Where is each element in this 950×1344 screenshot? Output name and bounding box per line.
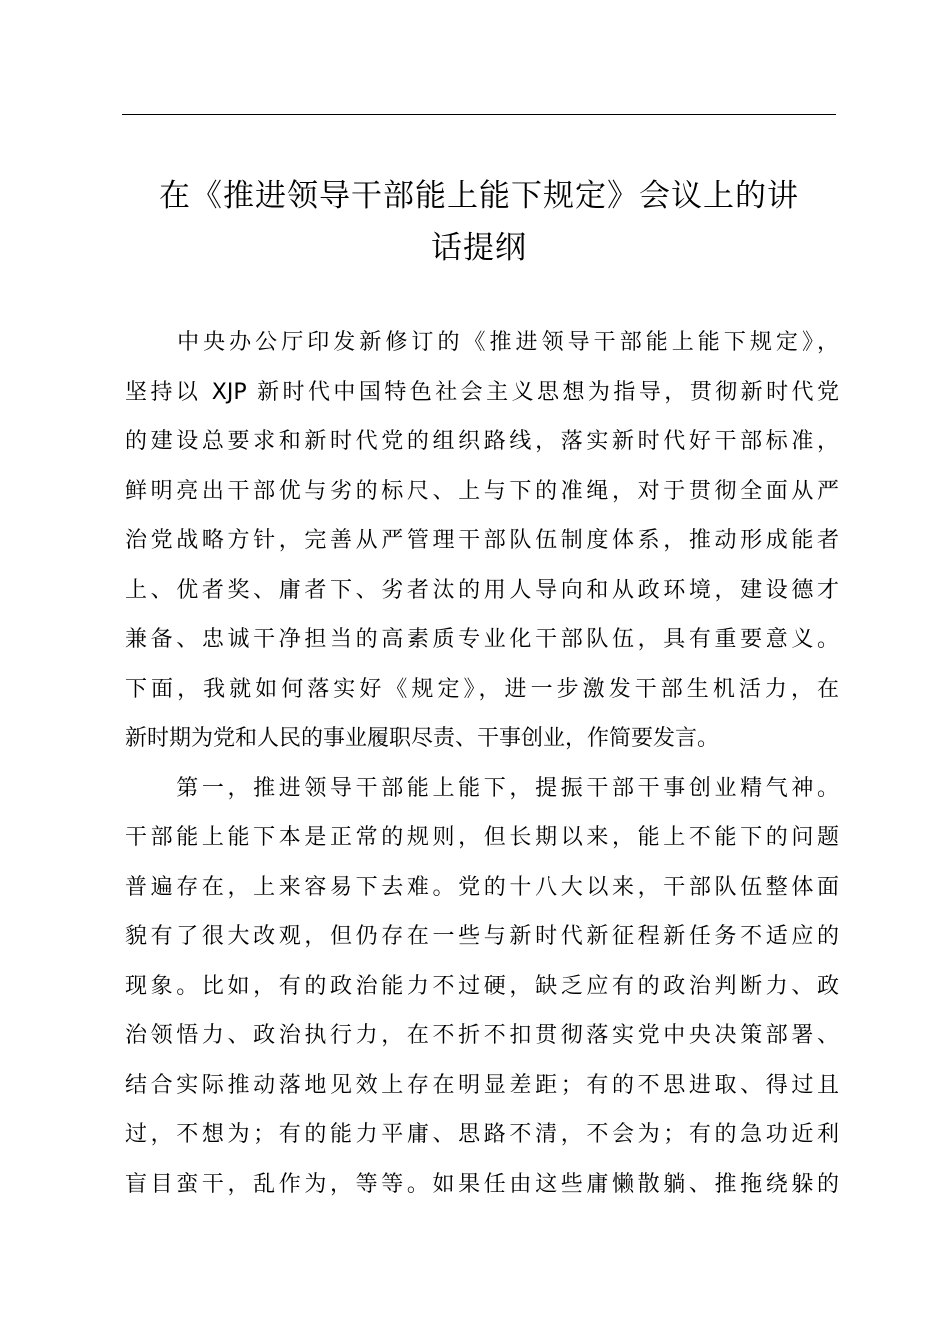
body-line: 过，不想为；有的能力平庸、思路不清，不会为；有的急功近利: [125, 1122, 839, 1147]
title-line: 话提纲: [431, 230, 527, 266]
body-line: 上、优者奖、庸者下、劣者汰的用人导向和从政环境，建设德才: [125, 577, 839, 603]
body-line: 结合实际推动落地见效上存在明显差距；有的不思进取、得过且: [125, 1072, 839, 1098]
body-line: 坚持以 XJP 新时代中国特色社会主义思想为指导，贯彻新时代党: [125, 379, 839, 405]
body-line: 干部能上能下本是正常的规则，但长期以来，能上不能下的问题: [125, 825, 839, 850]
body-line: 新时期为党和人民的事业履职尽责、干事创业，作简要发言。: [125, 726, 720, 751]
body-line: 貌有了很大改观，但仍存在一些与新时代新征程新任务不适应的: [125, 924, 839, 949]
body-line: 兼备、忠诚干净担当的高素质专业化干部队伍，具有重要意义。: [125, 627, 839, 652]
body-line: 普遍存在，上来容易下去难。党的十八大以来，干部队伍整体面: [125, 874, 839, 900]
body-line: 现象。比如，有的政治能力不过硬，缺乏应有的政治判断力、政: [125, 973, 839, 999]
header-rule: [122, 114, 836, 115]
body-line: 的建设总要求和新时代党的组织路线，落实新时代好干部标准，: [125, 429, 839, 454]
body-line: 鲜明亮出干部优与劣的标尺、上与下的准绳，对于贯彻全面从严: [125, 478, 839, 504]
body-line: 盲目蛮干，乱作为，等等。如果任由这些庸懒散躺、推拖绕躲的: [125, 1171, 839, 1197]
body-line: 中央办公厅印发新修订的《推进领导干部能上能下规定》，: [125, 330, 839, 355]
body-line: 治领悟力、政治执行力，在不折不扣贯彻落实党中央决策部署、: [125, 1023, 839, 1048]
document-body: [125, 318, 839, 1209]
document-title: [122, 170, 836, 274]
body-line: 第一，推进领导干部能上能下，提振干部干事创业精气神。: [125, 775, 839, 801]
title-line: 在《推进领导干部能上能下规定》会议上的讲: [159, 178, 799, 214]
body-line: 下面，我就如何落实好《规定》，进一步激发干部生机活力，在: [125, 676, 839, 702]
body-line: 治党战略方针，完善从严管理干部队伍制度体系，推动形成能者: [125, 528, 839, 553]
